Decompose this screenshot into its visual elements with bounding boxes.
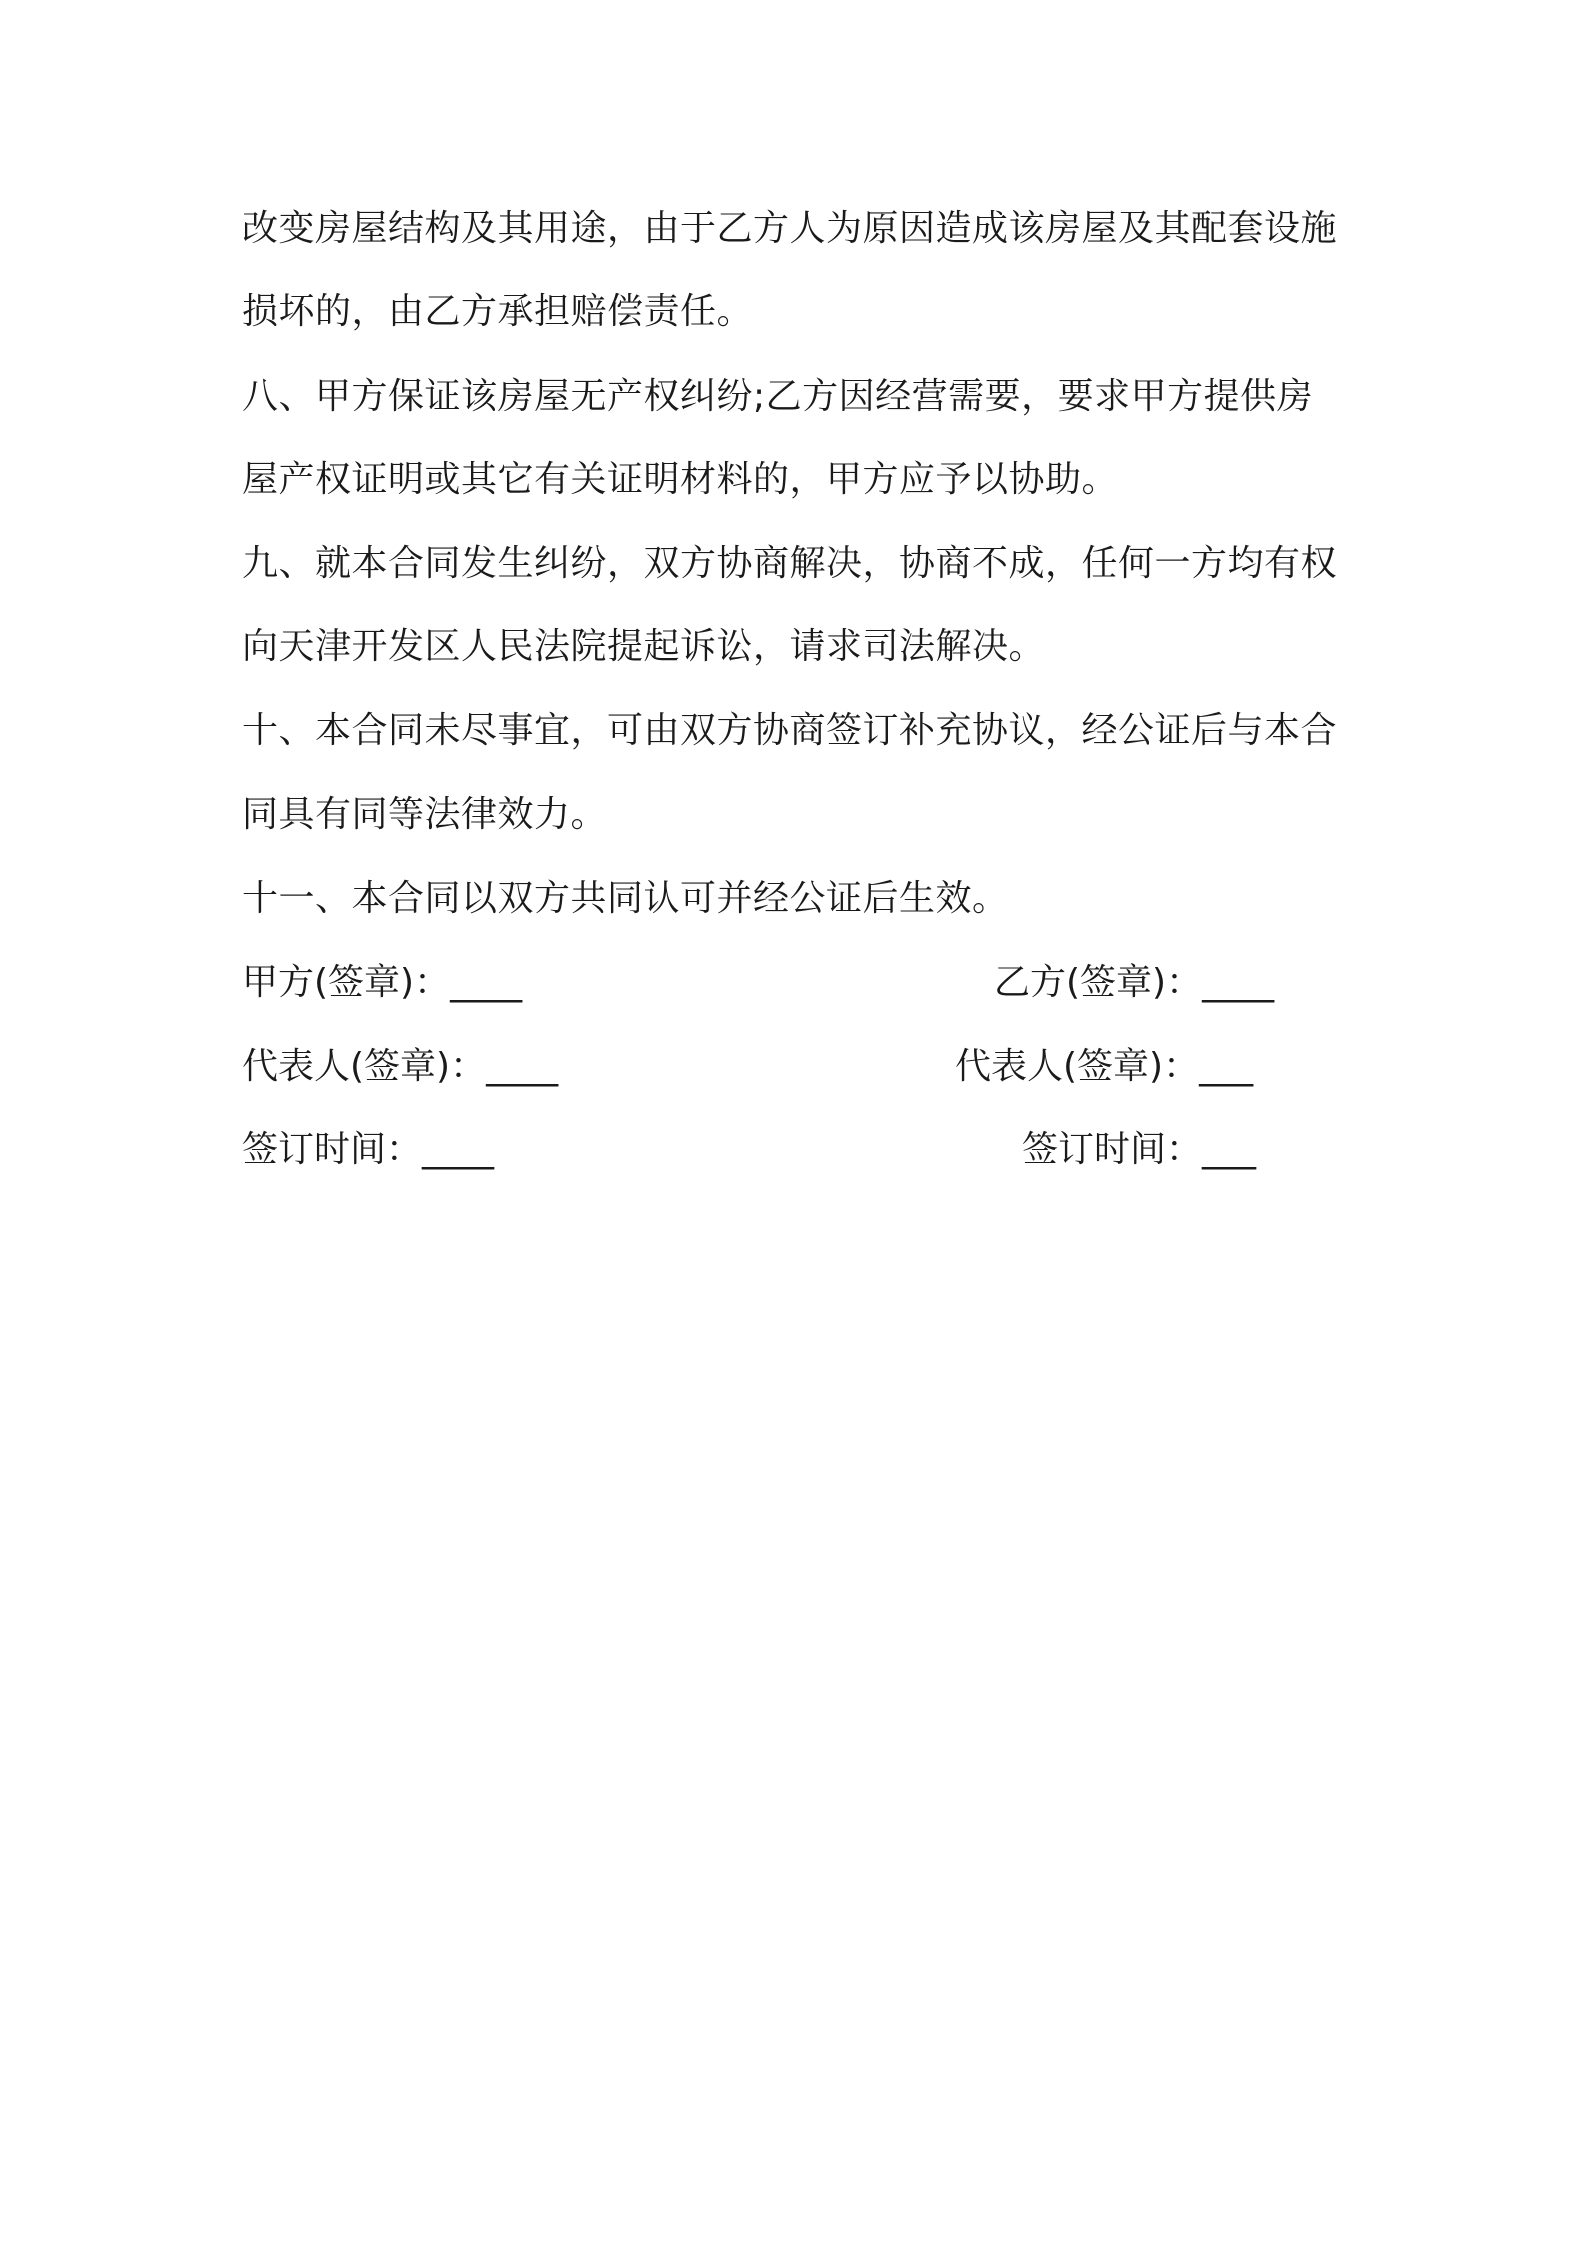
clause-9-line-2: 向天津开发区人民法院提起诉讼，请求司法解决。 xyxy=(242,626,1046,667)
clause-11-line-1: 十一、本合同以双方共同认可并经公证后生效。 xyxy=(242,878,1009,919)
clause-8-line-1: 八、甲方保证该房屋无产权纠纷;乙方因经营需要，要求甲方提供房 xyxy=(242,376,1314,417)
clause-7-line-2: 损坏的，由乙方承担赔偿责任。 xyxy=(242,291,754,332)
clause-10-line-2: 同具有同等法律效力。 xyxy=(242,794,608,835)
party-a-signature: 甲方(签章)：____ xyxy=(242,962,523,1003)
party-b-representative: 代表人(签章)：___ xyxy=(955,1046,1254,1087)
party-a-sign-date: 签订时间：____ xyxy=(242,1129,495,1170)
clause-7-line-1: 改变房屋结构及其用途，由于乙方人为原因造成该房屋及其配套设施 xyxy=(242,208,1338,249)
clause-9-line-1: 九、就本合同发生纠纷，双方协商解决，协商不成，任何一方均有权 xyxy=(242,543,1338,584)
party-b-signature: 乙方(签章)：____ xyxy=(994,962,1275,1003)
clause-8-line-2: 屋产权证明或其它有关证明材料的，甲方应予以协助。 xyxy=(242,459,1119,500)
clause-10-line-1: 十、本合同未尽事宜，可由双方协商签订补充协议，经公证后与本合 xyxy=(242,710,1338,751)
party-a-representative: 代表人(签章)：____ xyxy=(242,1046,559,1087)
party-b-sign-date: 签订时间：___ xyxy=(1022,1129,1257,1170)
